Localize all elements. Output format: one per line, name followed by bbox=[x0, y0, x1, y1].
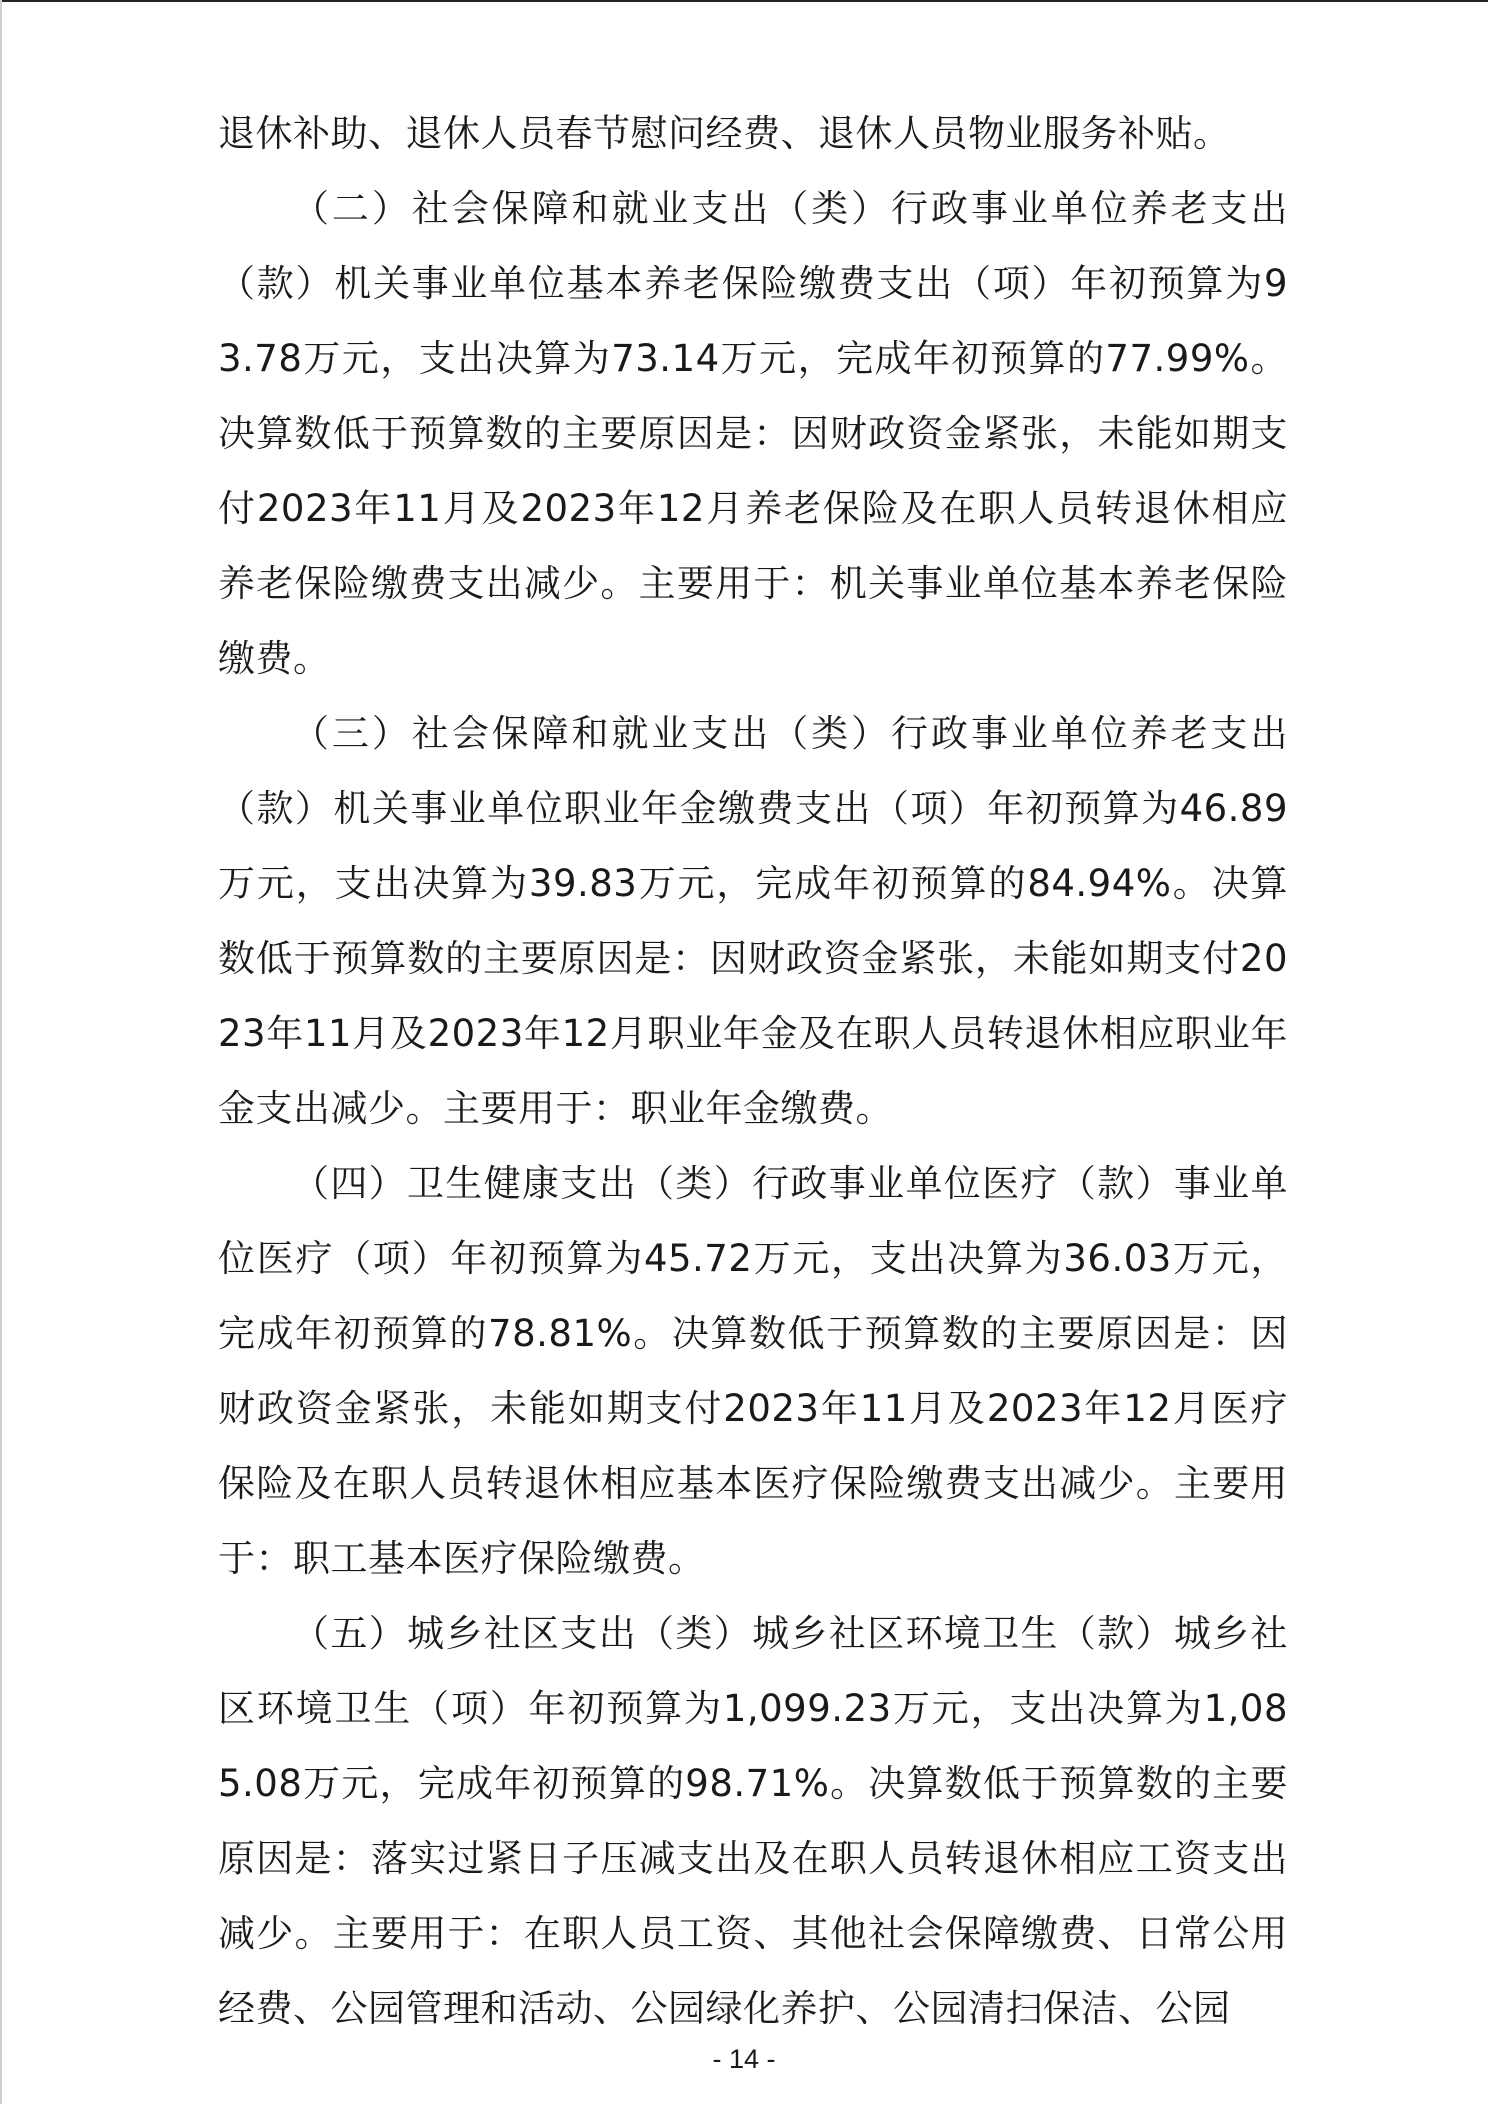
paragraph-retirement-continuation: 退休补助、退休人员春节慰问经费、退休人员物业服务补贴。 bbox=[218, 112, 1231, 155]
paragraph-occupational-annuity: （三）社会保障和就业支出（类）行政事业单位养老支出（款）机关事业单位职业年金缴费支出（项）年初预算为46.89万元，支出决算为39.83万元，完成年初预算的84.94%。决算数低于预算数的主要原因是：因财政资金紧张，未能如期支付2023年11月及2023年12月职业年金及在职人员转退休相应职业年金支出减少。主要用于：职业年金缴费。 bbox=[218, 712, 1288, 1130]
paragraph-urban-sanitation: （五）城乡社区支出（类）城乡社区环境卫生（款）城乡社区环境卫生（项）年初预算为1,099.23万元，支出决算为1,085.08万元，完成年初预算的98.71%。决算数低于预算数的主要原因是：落实过紧日子压减支出及在职人员转退休相应工资支出减少。主要用于：在职人员工资、其他社会保障缴费、日常公用经费、公园管理和活动、公园绿化养护、公园清扫保洁、公园 bbox=[218, 1612, 1288, 2030]
page-left-border bbox=[0, 0, 2, 2104]
document-body bbox=[218, 96, 1288, 2046]
paragraph-pension-insurance: （二）社会保障和就业支出（类）行政事业单位养老支出（款）机关事业单位基本养老保险缴费支出（项）年初预算为93.78万元，支出决算为73.14万元，完成年初预算的77.99%。决算数低于预算数的主要原因是：因财政资金紧张，未能如期支付2023年11月及2023年12月养老保险及在职人员转退休相应养老保险缴费支出减少。主要用于：机关事业单位基本养老保险缴费。 bbox=[218, 187, 1288, 680]
page-number: - 14 - bbox=[712, 2044, 776, 2074]
paragraph-medical-insurance: （四）卫生健康支出（类）行政事业单位医疗（款）事业单位医疗（项）年初预算为45.72万元，支出决算为36.03万元，完成年初预算的78.81%。决算数低于预算数的主要原因是：因财政资金紧张，未能如期支付2023年11月及2023年12月医疗保险及在职人员转退休相应基本医疗保险缴费支出减少。主要用于：职工基本医疗保险缴费。 bbox=[218, 1162, 1288, 1580]
page-top-border bbox=[0, 0, 1488, 2]
